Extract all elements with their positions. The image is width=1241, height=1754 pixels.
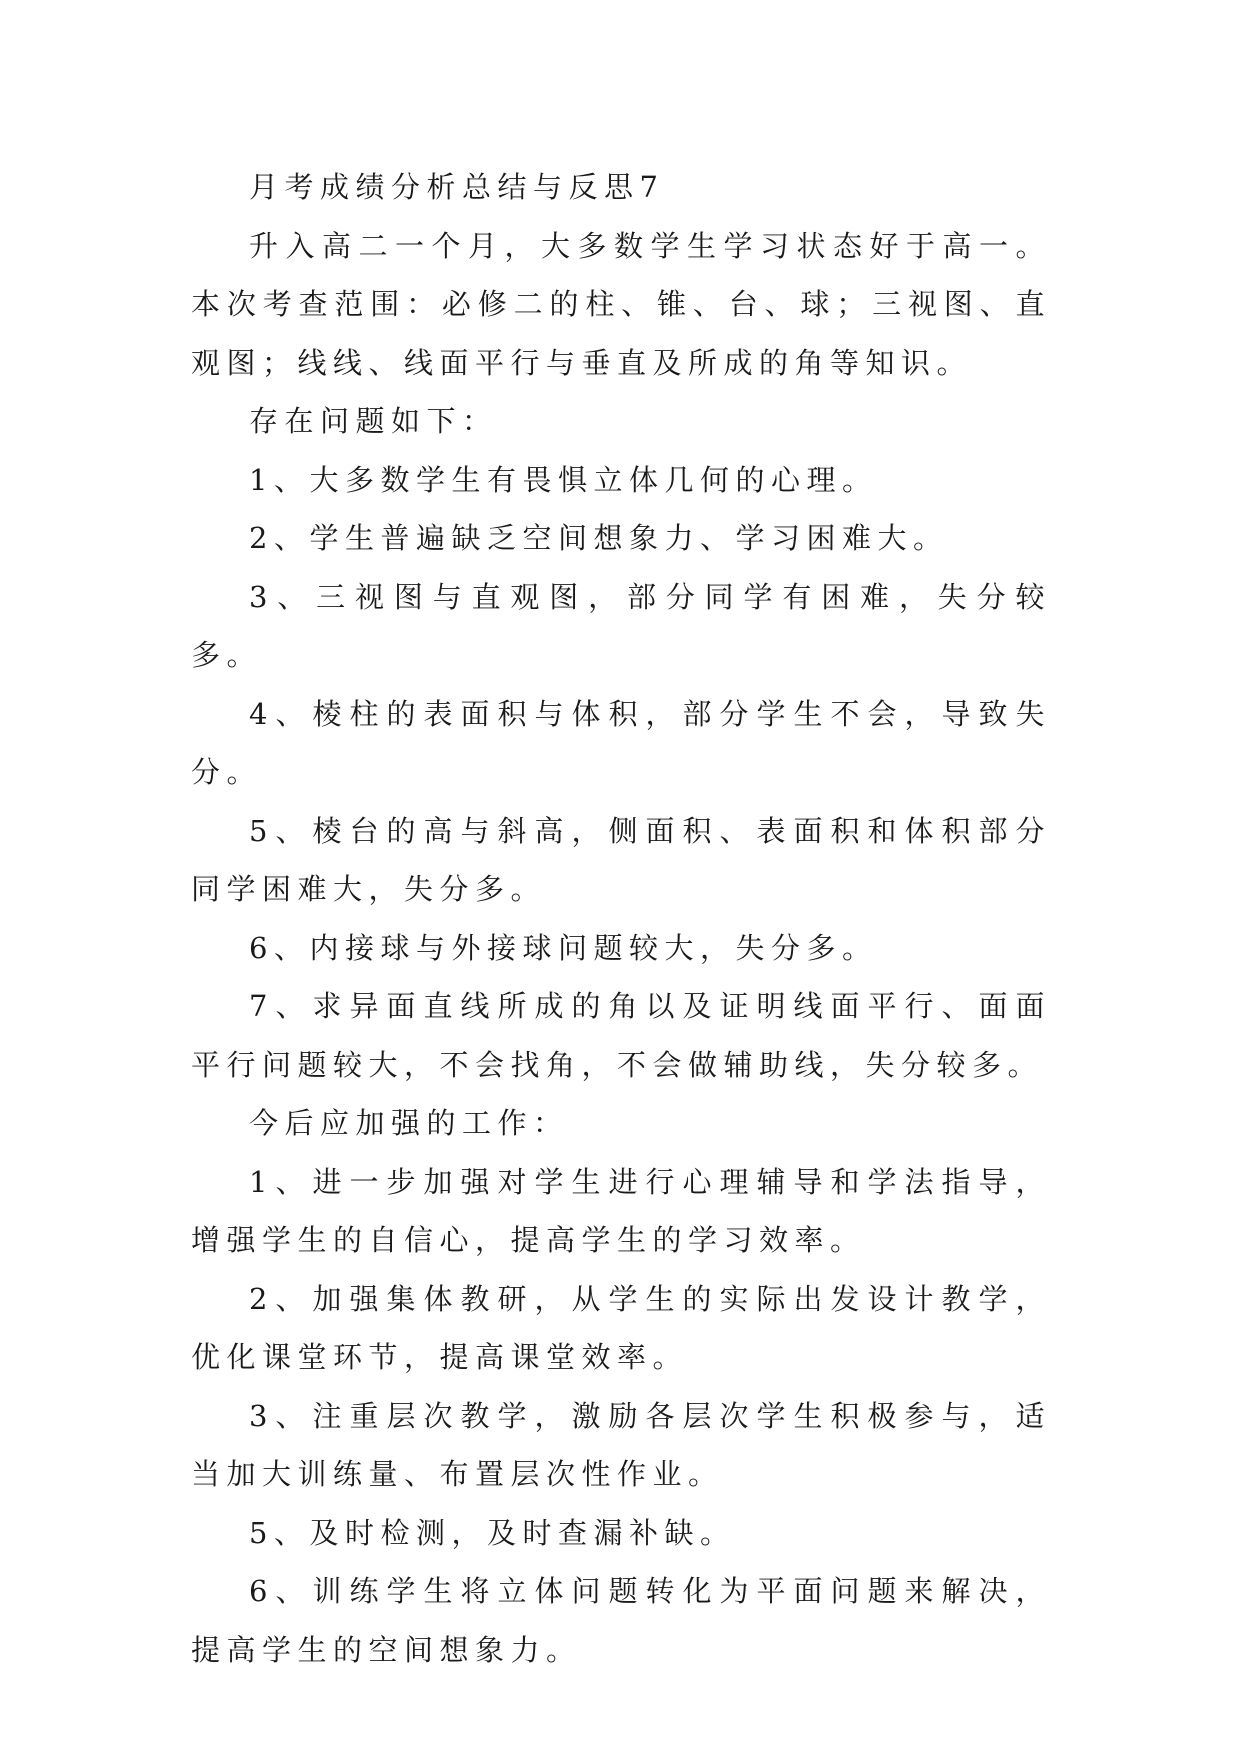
paragraph-work-heading: 今后应加强的工作：: [249, 1106, 569, 1140]
document-title: 月考成绩分析总结与反思7: [249, 170, 665, 204]
paragraph-work-6: 6、训练学生将立体问题转化为平面问题来解决，提高学生的空间想象力。: [191, 1574, 1051, 1667]
paragraph-work-1: 1、进一步加强对学生进行心理辅导和学法指导，增强学生的自信心，提高学生的学习效率。: [191, 1164, 1051, 1257]
document-body: [191, 158, 1051, 1679]
paragraph-problem-1: 1、大多数学生有畏惧立体几何的心理。: [249, 462, 878, 497]
paragraph-problem-5: 5、棱台的高与斜高，侧面积、表面积和体积部分同学困难大，失分多。: [191, 813, 1051, 906]
paragraph-work-2: 2、加强集体教研，从学生的实际出发设计教学，优化课堂环节，提高课堂效率。: [191, 1281, 1051, 1374]
paragraph-problem-2: 2、学生普遍缺乏空间想象力、学习困难大。: [249, 521, 949, 555]
paragraph-problem-3: 3、三视图与直观图，部分同学有困难，失分较多。: [191, 579, 1051, 672]
paragraph-work-3: 3、注重层次教学，激励各层次学生积极参与，适当加大训练量、布置层次性作业。: [191, 1398, 1051, 1491]
paragraph-intro: 升入高二一个月，大多数学生学习状态好于高一。本次考查范围：必修二的柱、锥、台、球；三视图、直观图；线线、线面平行与垂直及所成的角等知识。: [191, 228, 1051, 380]
paragraph-problem-4: 4、棱柱的表面积与体积，部分学生不会，导致失分。: [191, 696, 1051, 789]
paragraph-problems-heading: 存在问题如下：: [249, 404, 498, 438]
paragraph-problem-6: 6、内接球与外接球问题较大，失分多。: [249, 930, 878, 965]
paragraph-work-5: 5、及时检测，及时查漏补缺。: [249, 1515, 736, 1550]
paragraph-problem-7: 7、求异面直线所成的角以及证明线面平行、面面平行问题较大，不会找角，不会做辅助线，失分较多。: [191, 989, 1051, 1082]
